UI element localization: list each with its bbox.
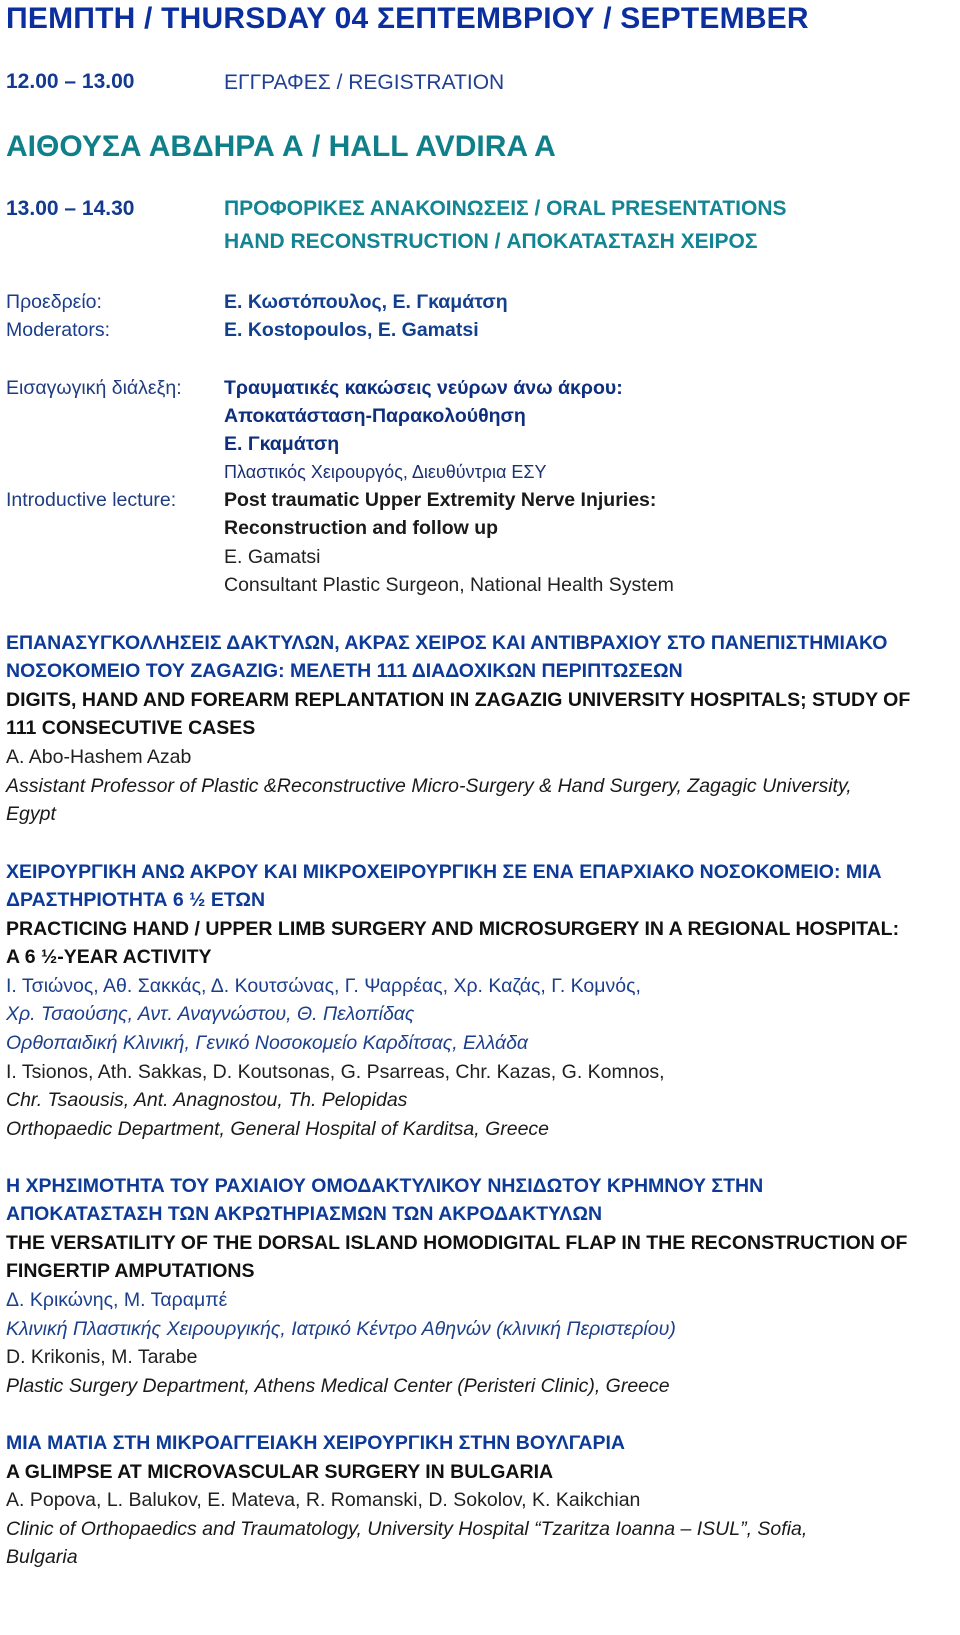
registration-label: ΕΓΓΡΑΦΕΣ / REGISTRATION: [224, 71, 505, 94]
moderators-label-en: Moderators:: [6, 319, 111, 341]
session-title-line2: HAND RECONSTRUCTION / ΑΠΟΚΑΤΑΣΤΑΣΗ ΧΕΙΡΟΣ: [224, 230, 758, 253]
moderators-en: E. Kostopoulos, E. Gamatsi: [224, 319, 479, 341]
presentation-3-authors-gr: Δ. Κρικώνης, Μ. Ταραμπέ: [6, 1289, 228, 1311]
presentation-3-authors-en: D. Krikonis, M. Tarabe: [6, 1346, 198, 1368]
lecture-title-gr-line1: Τραυματικές κακώσεις νεύρων άνω άκρου:: [224, 377, 623, 399]
presentation-1-title-en-line2: 111 CONSECUTIVE CASES: [6, 717, 256, 739]
presentation-3-title-en-line2: FINGERTIP AMPUTATIONS: [6, 1260, 255, 1282]
presentation-4-authors: A. Popova, L. Balukov, E. Mateva, R. Romanski, D. Sokolov, K. Kaikchian: [6, 1489, 641, 1511]
lecture-title-en-line2: Reconstruction and follow up: [224, 517, 499, 539]
lecture-title-en-line1: Post traumatic Upper Extremity Nerve Injuries:: [224, 489, 657, 511]
presentation-1-authors: A. Abo-Hashem Azab: [6, 746, 192, 768]
moderators-label-gr: Προεδρείο:: [6, 291, 102, 313]
presentation-1-title-gr-line2: ΝΟΣΟΚΟΜΕΙΟ ΤΟΥ ZAGAZIG: ΜΕΛΕΤΗ 111 ΔΙΑΔΟΧΙΚΩΝ ΠΕΡΙΠΤΩΣΕΩΝ: [6, 660, 683, 682]
presentation-1-affiliation-line1: Assistant Professor of Plastic &Reconstructive Micro-Surgery & Hand Surgery, Zagagic University,: [6, 775, 852, 797]
presentation-2-title-gr-line2: ΔΡΑΣΤΗΡΙΟΤΗΤΑ 6 ½ ΕΤΩΝ: [6, 889, 266, 911]
lecture-label-en: Introductive lecture:: [6, 489, 177, 511]
presentation-2-title-gr-line1: ΧΕΙΡΟΥΡΓΙΚΗ ΑΝΩ ΑΚΡΟΥ ΚΑΙ ΜΙΚΡΟΧΕΙΡΟΥΡΓΙΚΗ ΣΕ ΕΝΑ ΕΠΑΡΧΙΑΚΟ ΝΟΣΟΚΟΜΕΙΟ: ΜΙΑ: [6, 861, 882, 883]
presentation-2-authors-en-line1: I. Tsionos, Ath. Sakkas, D. Koutsonas, G. Psarreas, Chr. Kazas, G. Komnos,: [6, 1061, 665, 1083]
presentation-2-authors-gr-line2: Χρ. Τσαούσης, Αντ. Αναγνώστου, Θ. Πελοπίδας: [6, 1003, 415, 1025]
presentation-1-title-en-line1: DIGITS, HAND AND FOREARM REPLANTATION IN ZAGAZIG UNIVERSITY HOSPITALS; STUDY OF: [6, 689, 911, 711]
presentation-2-affiliation-en: Orthopaedic Department, General Hospital of Karditsa, Greece: [6, 1118, 550, 1140]
presentation-3-title-gr-line2: ΑΠΟΚΑΤΑΣΤΑΣΗ ΤΩΝ ΑΚΡΩΤΗΡΙΑΣΜΩΝ ΤΩΝ ΑΚΡΟΔΑΚΤΥΛΩΝ: [6, 1203, 603, 1225]
presentation-3-title-en-line1: THE VERSATILITY OF THE DORSAL ISLAND HOMODIGITAL FLAP IN THE RECONSTRUCTION OF: [6, 1232, 908, 1254]
presentation-4-affiliation-line1: Clinic of Orthopaedics and Traumatology, University Hospital “Tzaritza Ioanna – ISUL”, Sofia,: [6, 1518, 808, 1540]
session-title-line1: ΠΡΟΦΟΡΙΚΕΣ ΑΝΑΚΟΙΝΩΣΕΙΣ / ORAL PRESENTATIONS: [224, 197, 787, 220]
presentation-3-affiliation-en: Plastic Surgery Department, Athens Medical Center (Peristeri Clinic), Greece: [6, 1375, 670, 1397]
presentation-4-title-en: A GLIMPSE AT MICROVASCULAR SURGERY IN BULGARIA: [6, 1461, 554, 1483]
presentation-1-title-gr-line1: ΕΠΑΝΑΣΥΓΚΟΛΛΗΣΕΙΣ ΔΑΚΤΥΛΩΝ, ΑΚΡΑΣ ΧΕΙΡΟΣ ΚΑΙ ΑΝΤΙΒΡΑΧΙΟΥ ΣΤΟ ΠΑΝΕΠΙΣΤΗΜΙΑΚΟ: [6, 632, 888, 654]
session-time: 13.00 – 14.30: [6, 197, 135, 220]
lecture-label-gr: Εισαγωγική διάλεξη:: [6, 377, 182, 399]
presentation-2-title-en-line2: A 6 ½-YEAR ACTIVITY: [6, 946, 212, 968]
presentation-2-authors-gr-line1: Ι. Τσιώνος, Αθ. Σακκάς, Δ. Κουτσώνας, Γ. Ψαρρέας, Χρ. Καζάς, Γ. Κομνός,: [6, 975, 641, 997]
presentation-2-authors-en-line2: Chr. Tsaousis, Ant. Anagnostou, Th. Pelopidas: [6, 1089, 408, 1111]
lecture-title-gr-line2: Αποκατάσταση-Παρακολούθηση: [224, 405, 526, 427]
presentation-4-affiliation-line2: Bulgaria: [6, 1546, 78, 1568]
presentation-4-title-gr: ΜΙΑ ΜΑΤΙΑ ΣΤΗ ΜΙΚΡΟΑΓΓΕΙΑΚΗ ΧΕΙΡΟΥΡΓΙΚΗ ΣΤΗΝ ΒΟΥΛΓΑΡΙΑ: [6, 1432, 625, 1454]
lecture-affiliation-gr: Πλαστικός Χειρουργός, Διευθύντρια ΕΣΥ: [224, 462, 547, 482]
hall-title: ΑΙΘΟΥΣΑ ΑΒΔΗΡΑ Α / HALL AVDIRA A: [6, 130, 556, 163]
moderators-gr: Ε. Κωστόπουλος, Ε. Γκαμάτση: [224, 291, 508, 313]
presentation-3-affiliation-gr: Κλινική Πλαστικής Χειρουργικής, Ιατρικό Κέντρο Αθηνών (κλινική Περιστερίου): [6, 1318, 676, 1340]
presentation-2-affiliation-gr: Ορθοπαιδική Κλινική, Γενικό Νοσοκομείο Καρδίτσας, Ελλάδα: [6, 1032, 529, 1054]
presentation-1-affiliation-line2: Egypt: [6, 803, 56, 825]
presentation-3-title-gr-line1: Η ΧΡΗΣΙΜΟΤΗΤΑ ΤΟΥ ΡΑΧΙΑΙΟΥ ΟΜΟΔΑΚΤΥΛΙΚΟΥ ΝΗΣΙΔΩΤΟΥ ΚΡΗΜΝΟΥ ΣΤΗΝ: [6, 1175, 764, 1197]
lecture-speaker-en: E. Gamatsi: [224, 546, 321, 568]
lecture-affiliation-en: Consultant Plastic Surgeon, National Health System: [224, 574, 674, 596]
presentation-2-title-en-line1: PRACTICING HAND / UPPER LIMB SURGERY AND MICROSURGERY IN A REGIONAL HOSPITAL:: [6, 918, 900, 940]
registration-time: 12.00 – 13.00: [6, 70, 135, 93]
lecture-speaker-gr: Ε. Γκαμάτση: [224, 433, 340, 455]
day-title: ΠΕΜΠΤΗ / THURSDAY 04 ΣΕΠΤΕΜΒΡΙΟΥ / SEPTEMBER: [6, 2, 809, 35]
